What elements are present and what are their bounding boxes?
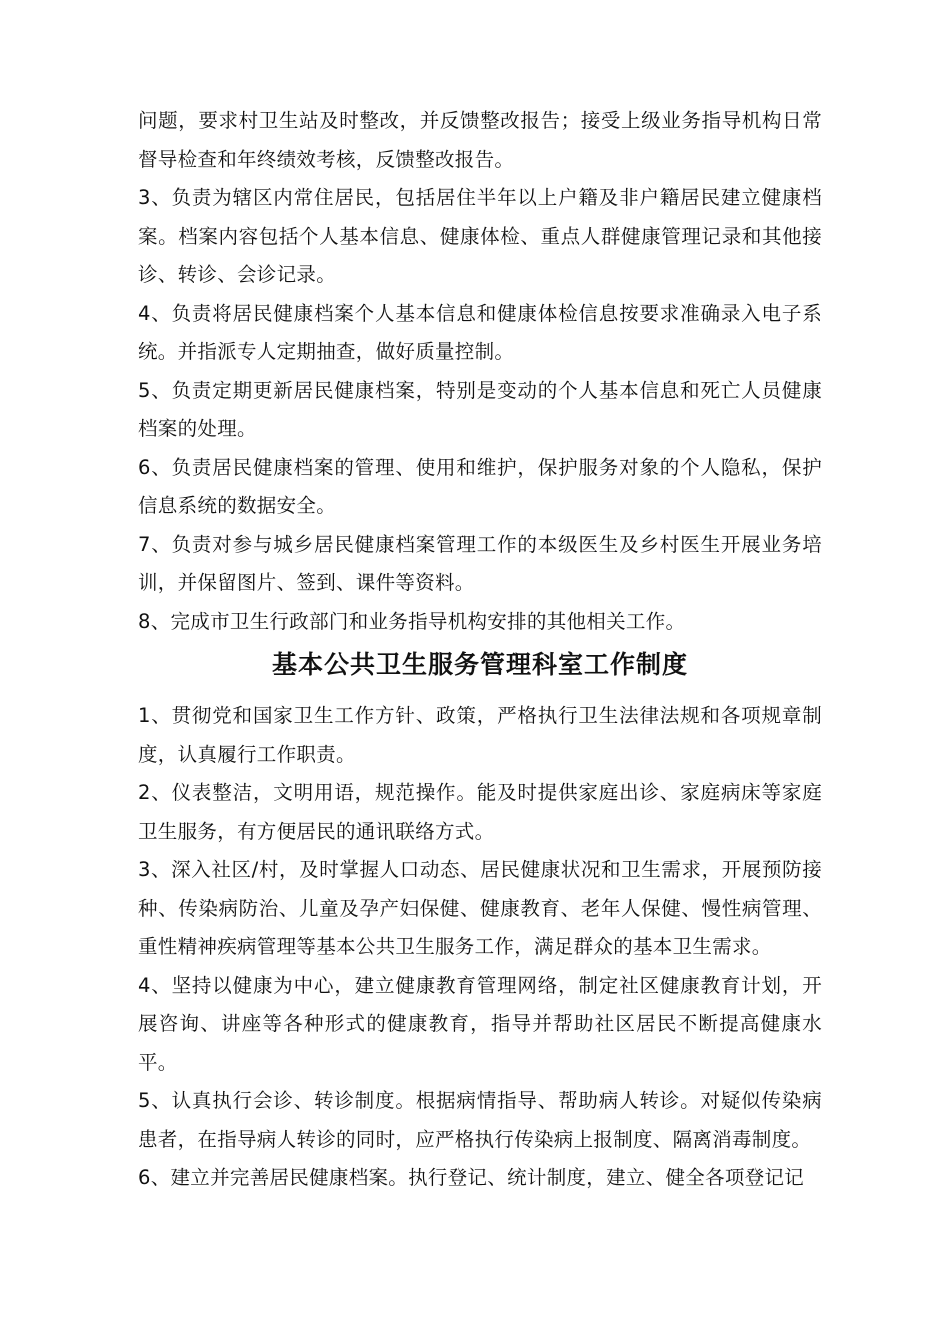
rule-item-3: 3、深入社区/村，及时掌握人口动态、居民健康状况和卫生需求，开展预防接种、传染病防治、儿童及孕产妇保健、健康教育、老年人保健、慢性病管理、重性精神疾病管理等基本公共卫生服务工作，满足群众的基本卫生需求。 bbox=[138, 858, 822, 958]
rule-item-2: 2、仪表整洁，文明用语，规范操作。能及时提供家庭出诊、家庭病床等家庭卫生服务，有方便居民的通讯联络方式。 bbox=[138, 781, 822, 843]
paragraph-item-5: 5、负责定期更新居民健康档案，特别是变动的个人基本信息和死亡人员健康档案的处理。 bbox=[138, 378, 822, 440]
paragraph-item-3: 3、负责为辖区内常住居民，包括居住半年以上户籍及非户籍居民建立健康档案。档案内容包括个人基本信息、健康体检、重点人群健康管理记录和其他接诊、转诊、会诊记录。 bbox=[138, 186, 822, 286]
paragraph-item-7: 7、负责对参与城乡居民健康档案管理工作的本级医生及乡村医生开展业务培训，并保留图片、签到、课件等资料。 bbox=[138, 532, 822, 594]
section-title: 基本公共卫生服务管理科室工作制度 bbox=[271, 650, 688, 679]
rule-item-1: 1、贯彻党和国家卫生工作方针、政策，严格执行卫生法律法规和各项规章制度，认真履行工作职责。 bbox=[138, 704, 822, 766]
rule-item-5: 5、认真执行会诊、转诊制度。根据病情指导、帮助病人转诊。对疑似传染病患者，在指导病人转诊的同时，应严格执行传染病上报制度、隔离消毒制度。 bbox=[138, 1089, 822, 1151]
paragraph-item-6: 6、负责居民健康档案的管理、使用和维护，保护服务对象的个人隐私，保护信息系统的数据安全。 bbox=[138, 455, 822, 517]
document-page bbox=[138, 102, 822, 1198]
rule-item-6: 6、建立并完善居民健康档案。执行登记、统计制度，建立、健全各项登记记 bbox=[138, 1166, 805, 1189]
rule-item-4: 4、坚持以健康为中心，建立健康教育管理网络，制定社区健康教育计划，开展咨询、讲座等各种形式的健康教育，指导并帮助社区居民不断提高健康水平。 bbox=[138, 973, 822, 1074]
paragraph-item-4: 4、负责将居民健康档案个人基本信息和健康体检信息按要求准确录入电子系统。并指派专人定期抽查，做好质量控制。 bbox=[138, 301, 822, 363]
paragraph-item-8: 8、完成市卫生行政部门和业务指导机构安排的其他相关工作。 bbox=[138, 609, 686, 633]
paragraph-continued: 问题，要求村卫生站及时整改，并反馈整改报告；接受上级业务指导机构日常督导检查和年终绩效考核，反馈整改报告。 bbox=[138, 109, 822, 171]
